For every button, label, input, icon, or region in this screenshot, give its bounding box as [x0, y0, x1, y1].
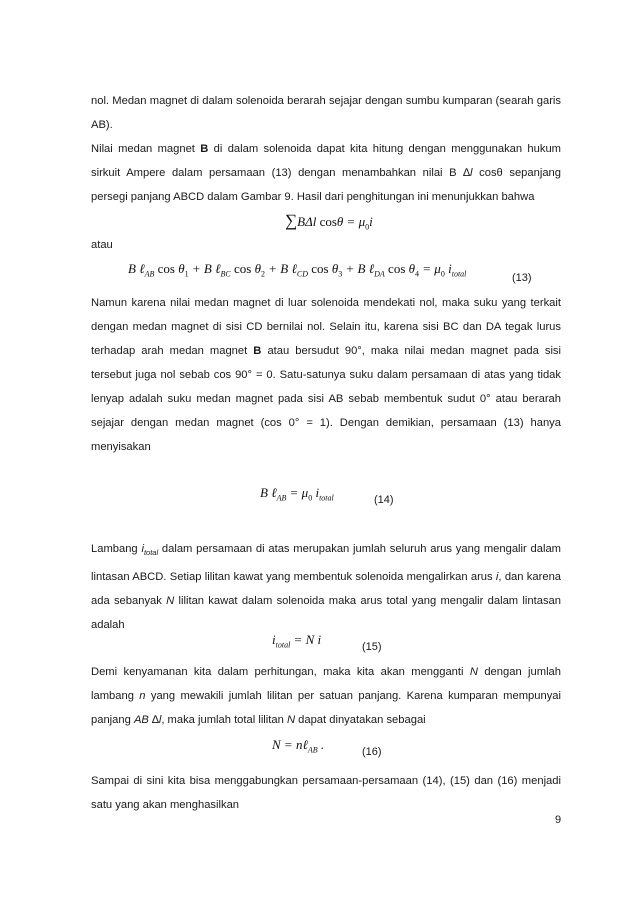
equation-number-15: (15) — [362, 641, 382, 653]
paragraph-2: Nilai medan magnet B di dalam solenoida dapat kita hitung dengan menggunakan hukum sirkuit Ampere dalam persamaan (13) dengan menambahkan nilai B ∆l cosθ sepanjang persegi panjang ABCD dalam Gambar 9. Hasil dari penghitungan ini menunjukkan bahwa — [91, 143, 561, 203]
equation-16: N = nℓ$_{AB}$ . — [272, 737, 325, 755]
equation-ampere-sum: ∑BΔl $\cos\theta = \mu_0i$ — [285, 211, 373, 232]
paragraph-1: nol. Medan magnet di dalam solenoida berarah sejajar dengan sumbu kumparan (searah garis AB). — [91, 95, 561, 131]
equation-13: B ℓ$_{AB}$ $\cos \theta_1 + B$ ℓ$_{BC}$ $\cos \theta_2 + B$ ℓ$_{CD}$ $\cos \theta_3 + B$ ℓ$_{DA}$ $\cos \theta_4 = \mu_0$ $i_{total}$ — [128, 261, 467, 279]
paragraph-5: Demi kenyamanan kita dalam perhitungan, maka kita akan mengganti N dengan jumlah lambang n yang mewakili jumlah lilitan per satuan panjang. Karena kumparan mempunyai panjang AB ∆l, maka jumlah total lilitan N dapat dinyatakan sebagai — [91, 666, 561, 726]
page-number: 9 — [555, 814, 562, 826]
equation-number-13: (13) — [512, 272, 532, 284]
equation-14: B ℓ$_{AB}$ = $\mu_0$ $i_{total}$ — [260, 485, 334, 503]
paragraph-atau: atau — [91, 239, 113, 251]
equation-number-16: (16) — [362, 746, 382, 758]
paragraph-3: Namun karena nilai medan magnet di luar solenoida mendekati nol, maka suku yang terkait dengan medan magnet di sisi CD bernilai nol. Selain itu, karena sisi BC dan DA tegak lurus terhadap arah medan magnet B atau bersudut 90°, maka nilai medan magnet pada sisi tersebut juga nol sebab cos 90° = 0. Satu-satunya suku dalam persamaan di atas yang tidak lenyap adalah suku medan magnet pada sisi AB sebab membentuk sudut 0° atau berarah sejajar dengan medan magnet (cos 0° = 1). Dengan demikian, persamaan (13) hanya menyisakan — [91, 297, 562, 453]
equation-15: $i_{total} = N$ i — [272, 632, 322, 650]
paragraph-6: Sampai di sini kita bisa menggabungkan persamaan-persamaan (14), (15) dan (16) menjadi satu yang akan menghasilkan — [91, 775, 561, 811]
paragraph-4: Lambang $i_{total}$ dalam persamaan di atas merupakan jumlah seluruh arus yang mengalir dalam lintasan ABCD. Setiap lilitan kawat yang membentuk solenoida mengalirkan arus i, dan karena ada sebanyak N lilitan kawat dalam solenoida maka arus total yang mengalir dalam lintasan adalah — [91, 543, 562, 632]
equation-number-14: (14) — [374, 494, 394, 506]
